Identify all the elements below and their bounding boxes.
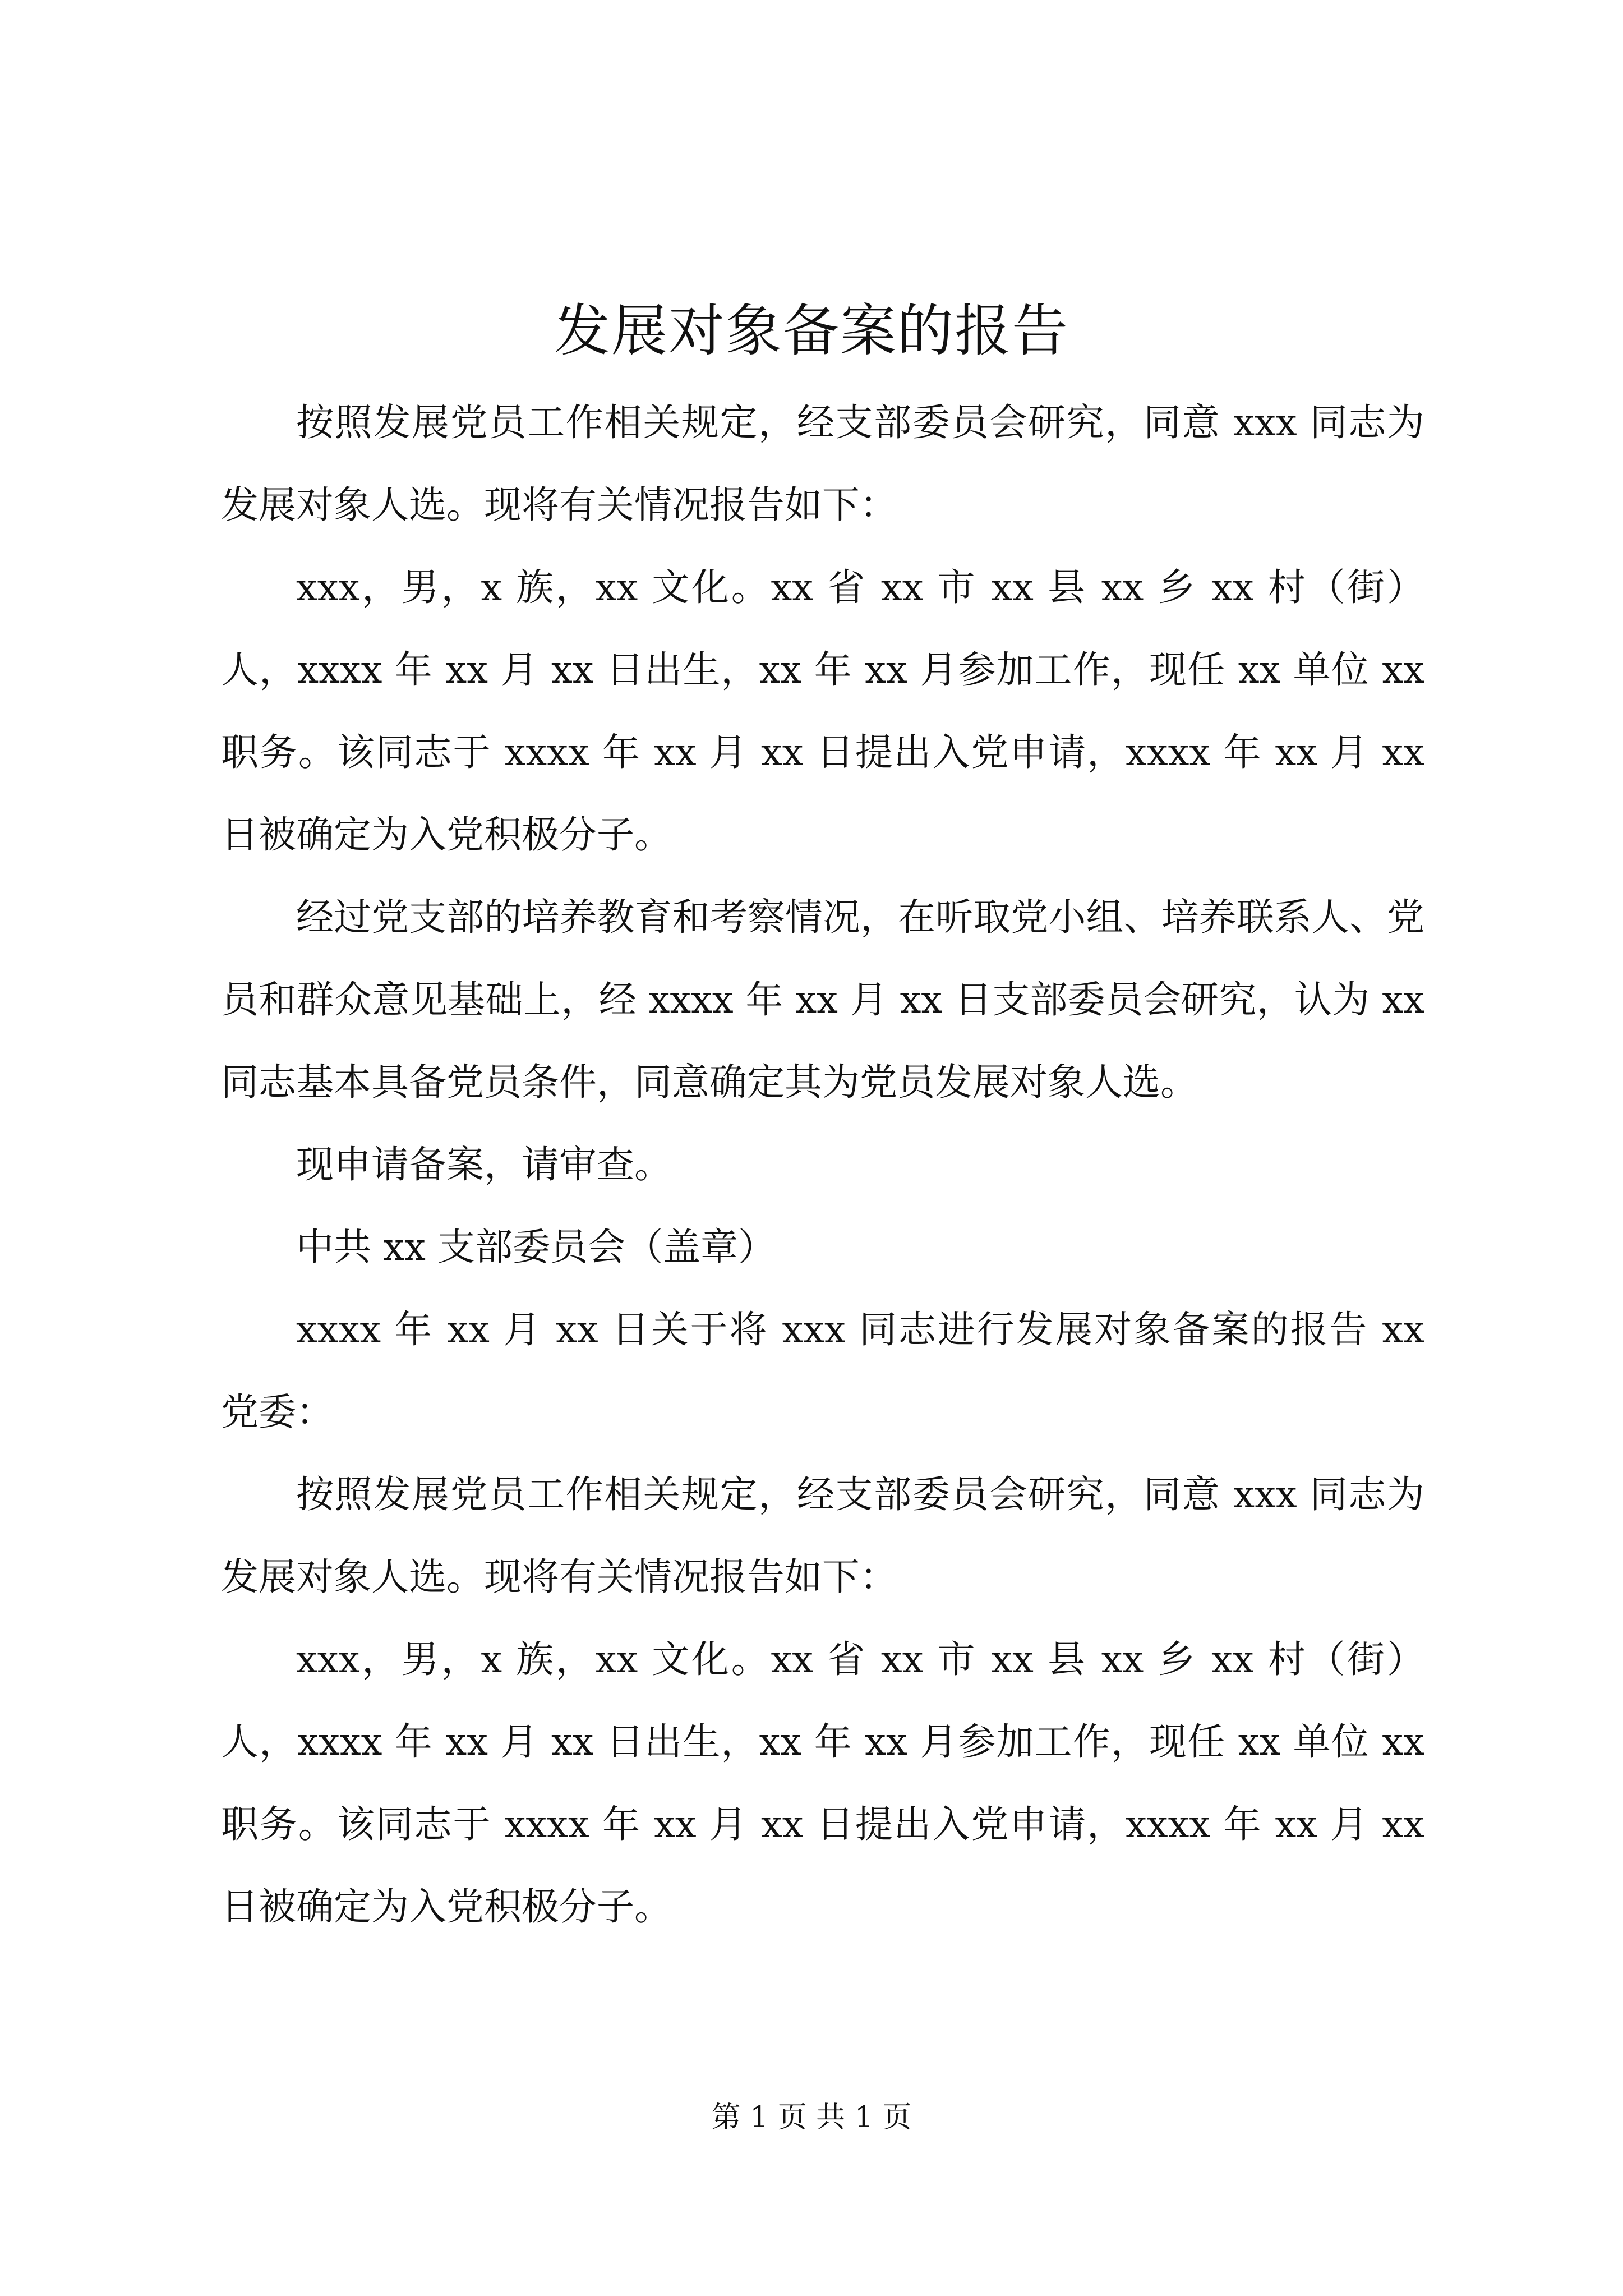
paragraph-personal-info: xxx，男，x 族，xx 文化。xx 省 xx 市 xx 县 xx 乡 xx 村（街）人，xxxx 年 xx 月 xx 日出生，xx 年 xx 月参加工作，现任 xx 单位 xx 职务。该同志于 xxxx 年 xx 月 xx 日提出入党申请，xxxx 年 xx 月 xx 日被确定为入党积极分子。 — [221, 565, 1424, 857]
document-title: 发展对象备案的报告 — [554, 298, 1069, 364]
page-footer: 第 1 页 共 1 页 — [711, 2101, 912, 2134]
paragraph-intro: 按照发展党员工作相关规定，经支部委员会研究，同意 xxx 同志为发展对象人选。现将有关情况报告如下： — [221, 401, 1424, 527]
paragraph-request: 现申请备案，请审查。 — [296, 1143, 672, 1186]
paragraph-intro-repeat: 按照发展党员工作相关规定，经支部委员会研究，同意 xxx 同志为发展对象人选。现将有关情况报告如下： — [221, 1473, 1424, 1599]
document-body — [221, 381, 1424, 1948]
paragraph-personal-info-repeat: xxx，男，x 族，xx 文化。xx 省 xx 市 xx 县 xx 乡 xx 村（街）人，xxxx 年 xx 月 xx 日出生，xx 年 xx 月参加工作，现任 xx 单位 xx 职务。该同志于 xxxx 年 xx 月 xx 日提出入党申请，xxxx 年 xx 月 xx 日被确定为入党积极分子。 — [221, 1637, 1424, 1929]
paragraph-date-and-heading: xxxx 年 xx 月 xx 日关于将 xxx 同志进行发展对象备案的报告 xx 党委： — [221, 1308, 1424, 1434]
paragraph-assessment: 经过党支部的培养教育和考察情况，在听取党小组、培养联系人、党员和群众意见基础上，经 xxxx 年 xx 月 xx 日支部委员会研究，认为 xx 同志基本具备党员条件，同意确定其为党员发展对象人选。 — [221, 895, 1424, 1104]
paragraph-signature: 中共 xx 支部委员会（盖章） — [296, 1225, 776, 1269]
